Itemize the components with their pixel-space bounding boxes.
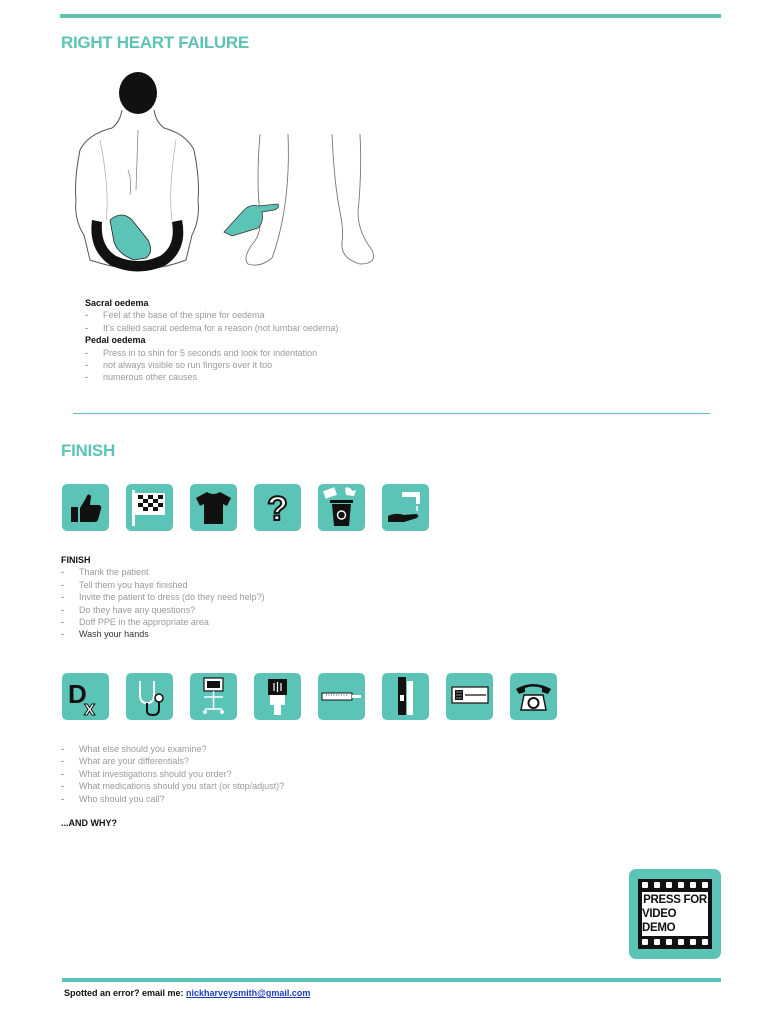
pedal-oedema-illustration (220, 132, 390, 272)
svg-text:?: ? (267, 490, 288, 528)
list-item: - not always visible so run fingers over it too (85, 360, 273, 371)
list-item: - What medications should you start (or stop/adjust)? (61, 781, 285, 792)
drug-chart-icon (382, 673, 429, 720)
list-item: - What investigations should you order? (61, 768, 232, 779)
list-item: - It's called sacral oedema for a reason (not lumbar oedema) (85, 322, 339, 333)
list-item: - Invite the patient to dress (do they need help?) (61, 592, 265, 603)
list-item: - Thank the patient (61, 567, 149, 578)
chequered-flag-icon (126, 484, 173, 531)
finish-icon-row (62, 484, 429, 531)
video-demo-button[interactable] (629, 869, 721, 959)
section-title-right-heart-failure: RIGHT HEART FAILURE (61, 33, 249, 52)
list-item: - Do they have any questions? (61, 604, 196, 615)
sacral-oedema-illustration (70, 70, 210, 280)
and-why-text: ...AND WHY? (61, 818, 117, 828)
stethoscope-icon (126, 673, 173, 720)
svg-text:D: D (68, 679, 87, 709)
film-strip-icon (638, 879, 712, 949)
finish-list-heading: FINISH (61, 555, 91, 565)
svg-text:x: x (84, 698, 96, 720)
video-label-line2: VIDEO DEMO (642, 908, 677, 934)
list-item: - Feel at the base of the spine for oedema (85, 310, 265, 321)
list-item: - Who should you call? (61, 793, 165, 804)
question-mark-icon (254, 484, 301, 531)
list-item: - What are your differentials? (61, 756, 189, 767)
video-label-line1: PRESS FOR (643, 894, 707, 906)
list-item: - Wash your hands (61, 629, 149, 640)
list-item: - Doff PPE in the appropriate area (61, 617, 209, 628)
ddx-icon (62, 673, 109, 720)
list-item: - Press in to shin for 5 seconds and look for indentation (85, 347, 318, 358)
ecg-machine-icon (446, 673, 493, 720)
next-steps-icon-row (62, 673, 557, 720)
section-divider (73, 413, 710, 414)
oedema-notes (85, 297, 338, 384)
list-item: - Tell them you have finished (61, 579, 188, 590)
section-title-finish: FINISH (61, 441, 115, 460)
sacral-heading: Sacral oedema (85, 298, 149, 308)
thumbs-up-icon (62, 484, 109, 531)
next-questions-list (61, 743, 284, 805)
syringe-icon (318, 673, 365, 720)
monitor-trolley-icon (190, 673, 237, 720)
email-link[interactable]: nickharveysmith@gmail.com (186, 988, 311, 998)
hand-wash-icon (382, 484, 429, 531)
list-item: - What else should you examine? (61, 744, 207, 754)
telephone-icon (510, 673, 557, 720)
biohazard-bin-icon (318, 484, 365, 531)
xray-icon (254, 673, 301, 720)
bottom-rule (62, 978, 721, 982)
footer-text: Spotted an error? email me: (64, 988, 184, 998)
top-rule (60, 14, 721, 18)
list-item: - numerous other causes (85, 372, 198, 383)
pedal-heading: Pedal oedema (85, 335, 146, 346)
finish-list (61, 554, 265, 641)
footer (64, 988, 310, 998)
t-shirt-icon (190, 484, 237, 531)
